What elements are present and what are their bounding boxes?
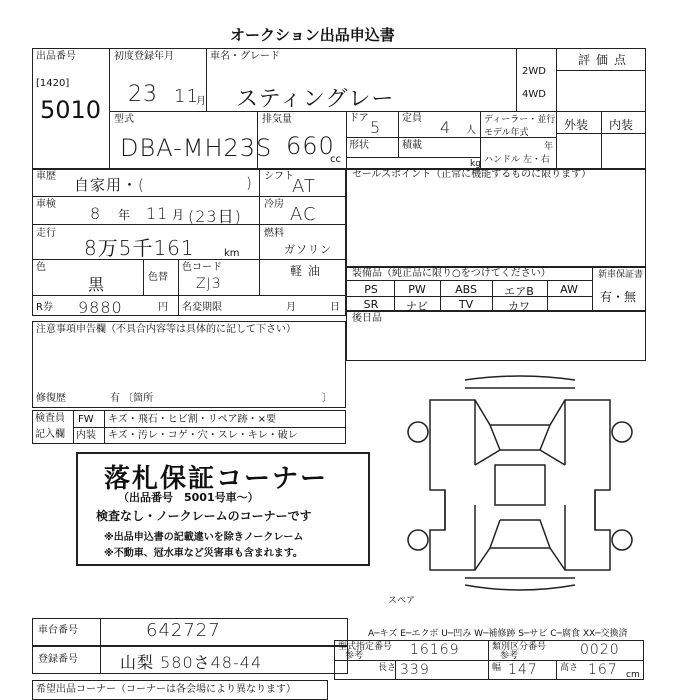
- registration-month: 11: [174, 86, 199, 107]
- spec-ref-2: 参考: [500, 651, 519, 661]
- inspection-year: 8: [90, 204, 102, 223]
- plate-label: 登録番号: [38, 654, 78, 665]
- color-swap-label: 色替: [148, 272, 168, 283]
- equipment-airbag: エアB: [504, 285, 534, 298]
- model-year-label: モデル年式: [484, 128, 529, 138]
- mileage-label: 走行: [36, 228, 56, 239]
- inspector-label2: 記入欄: [35, 429, 65, 440]
- registration-year: 23: [128, 82, 158, 107]
- spec-class-label: 類別区分番号: [492, 642, 547, 652]
- cooling-value: AC: [290, 204, 317, 225]
- displacement-value: 660: [286, 132, 335, 160]
- displacement-label: 排気量: [262, 114, 292, 125]
- name-change-label: 名変期限: [182, 302, 222, 313]
- equipment-label: 装備品（純正品に限り○をつけてください）: [352, 268, 551, 279]
- spec-width-label: 幅: [492, 663, 502, 673]
- inspection-month-unit: 月: [172, 208, 185, 222]
- model-label: 型式: [114, 114, 134, 125]
- equipment-ps: PS: [364, 283, 378, 296]
- car-diagram: [400, 370, 640, 605]
- name-label: 車名・グレード: [210, 51, 280, 62]
- color-code: ZJ3: [196, 276, 222, 292]
- recycle-unit: 円: [158, 302, 168, 313]
- lot-label: 出品番号: [36, 51, 76, 62]
- equipment-tv: TV: [458, 298, 474, 311]
- spec-model-designation: 16169: [410, 642, 460, 658]
- spec-class: 0020: [580, 642, 620, 658]
- notes-label: 注意事項申告欄（不具合内容等は具体的に記して下さい）: [36, 324, 296, 335]
- inspector-inner-text: キズ・汚レ・コゲ・穴・スレ・キレ・破レ: [108, 430, 298, 441]
- name-change-day: 日: [330, 302, 340, 313]
- guarantee-subtitle: （出品番号 5001号車〜）: [118, 491, 259, 504]
- desired-corner-label: 希望出品コーナー（コーナーは各会場により異なります）: [36, 684, 296, 695]
- fuel-label: 燃料: [264, 228, 284, 239]
- inspector-label: 検査員: [35, 413, 65, 424]
- history-close: ): [246, 174, 253, 192]
- load-unit: kg: [470, 159, 481, 169]
- name-value: スティングレー: [236, 87, 395, 112]
- spec-length: 339: [400, 662, 430, 678]
- recycle-value: 9880: [78, 298, 123, 317]
- spec-height: 167: [588, 662, 618, 678]
- spec-width: 147: [508, 662, 538, 678]
- spec-model-designation-label: 型式指定番号: [338, 642, 393, 652]
- doors-label: ドア: [349, 113, 369, 124]
- mileage-value: 8万5千161: [84, 236, 195, 260]
- chassis-label: 車台番号: [38, 625, 78, 636]
- guarantee-line1: 検査なし・ノークレームのコーナーです: [96, 509, 312, 523]
- lot-number: 5010: [40, 96, 102, 124]
- rating-exterior: 外装: [564, 118, 589, 132]
- warranty-label: 新車保証書: [598, 270, 644, 280]
- later-docs-box: [346, 311, 646, 361]
- guarantee-line3: ※不動車、冠水車など災害車も含まれます。: [104, 548, 303, 559]
- mileage-unit: km: [224, 248, 240, 259]
- equipment-pw: PW: [408, 283, 426, 296]
- shape-label: 形状: [349, 140, 369, 151]
- history-label: 車歴: [36, 171, 56, 182]
- shift-value: AT: [292, 176, 316, 197]
- model-value: DBA-MH23S: [120, 134, 273, 162]
- inspection-year-unit: 年: [118, 208, 131, 222]
- plate-value: 山梨 580さ48-44: [120, 653, 263, 672]
- repair-close: 〕: [322, 393, 332, 404]
- recycle-label: R券: [36, 302, 53, 313]
- warranty-value: 有・無: [600, 290, 637, 304]
- fuel-gas: ガソリン: [284, 243, 332, 256]
- inspection-month: 11: [146, 204, 169, 223]
- sales-point-label: セールスポイント（正常に機能するものに限ります）: [352, 169, 592, 180]
- guarantee-title: 落札保証コーナー: [104, 464, 329, 494]
- form-title: オークション出品申込書: [230, 26, 395, 44]
- registration-month-unit: 月: [196, 96, 206, 107]
- damage-legend: A─キズ E─エクボ U─凹み W─補修跡 S─サビ C─腐食 XX─交換済: [368, 629, 628, 639]
- equipment-aw: AW: [560, 283, 578, 296]
- equipment-abs: ABS: [455, 283, 477, 296]
- diagram-label: スペア: [388, 596, 416, 606]
- guarantee-line2: ※出品申込書の記載違いを除きノークレーム: [104, 532, 304, 543]
- repair-label: 修復歴: [36, 393, 66, 404]
- spec-ref-1: 参考: [345, 651, 364, 661]
- inspector-inner: 内装: [76, 430, 96, 441]
- cooling-label: 冷房: [264, 199, 284, 210]
- history-value: 自家用・(: [74, 176, 145, 194]
- handle-label: ハンドル 左・右: [484, 155, 550, 165]
- fuel-diesel: 軽 油: [290, 264, 321, 278]
- model-year-unit: 年: [544, 142, 554, 152]
- inspection-day: (23日): [188, 207, 242, 226]
- drive-4wd: 4WD: [522, 89, 546, 100]
- color-value: 黒: [88, 275, 106, 294]
- displacement-unit: cc: [330, 154, 341, 165]
- repair-value: 有 〔箇所: [110, 393, 154, 404]
- rating-interior: 内装: [609, 118, 634, 132]
- shift-label: シフト: [264, 171, 294, 182]
- inspector-fw-text: キズ・飛石・ヒビ割・リペア跡・×要: [108, 414, 276, 425]
- spec-length-label: 長さ: [378, 663, 397, 673]
- capacity-label: 定員: [402, 113, 422, 124]
- inspection-label: 車検: [36, 199, 56, 210]
- equipment-sr: SR: [363, 298, 379, 311]
- color-label: 色: [36, 262, 46, 273]
- equipment-leather: カワ: [508, 300, 530, 313]
- sales-point-box: [346, 169, 646, 267]
- doors-value: 5: [370, 118, 382, 137]
- capacity-unit: 人: [466, 125, 476, 136]
- spec-unit: cm: [626, 670, 640, 680]
- spec-height-label: 高さ: [560, 663, 579, 673]
- inspector-fw: FW: [78, 414, 94, 425]
- drive-2wd: 2WD: [522, 66, 546, 77]
- rating-label: 評価点: [578, 53, 633, 67]
- color-code-label: 色コード: [182, 262, 222, 273]
- chassis-value: 642727: [146, 620, 221, 641]
- load-label: 積載: [402, 140, 422, 151]
- dealer-label: ディーラー・並行: [484, 115, 556, 125]
- name-change-month: 月: [286, 302, 296, 313]
- equipment-navi: ナビ: [406, 300, 428, 313]
- capacity-value: 4: [440, 118, 452, 137]
- later-docs-label: 後日品: [352, 313, 382, 324]
- lot-code: [1420]: [36, 78, 70, 89]
- registration-label: 初度登録年月: [114, 51, 174, 62]
